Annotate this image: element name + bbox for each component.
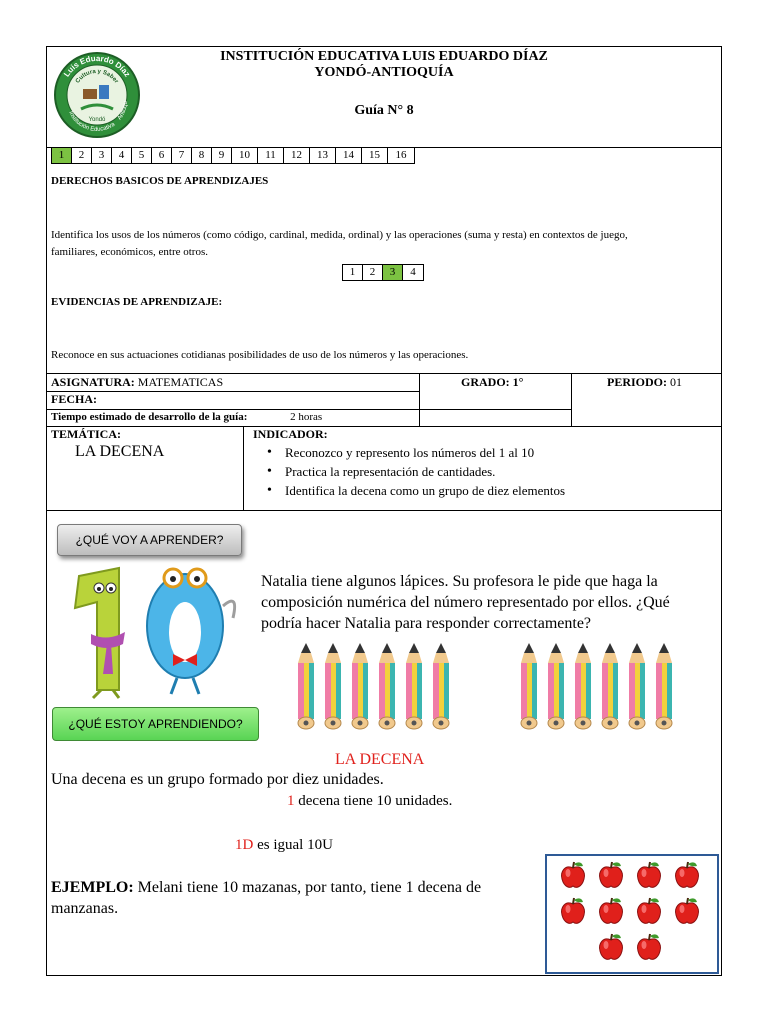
apple-icon: [562, 862, 585, 887]
apple-icon: [676, 862, 699, 887]
strip-cell: 8: [192, 148, 212, 163]
strip-cell: 2: [363, 265, 383, 280]
ejemplo-line: manzanas.: [51, 900, 119, 917]
story-line: composición numérica del número representado por ellos. ¿Qué: [261, 594, 670, 611]
indicador-item: • Reconozco y represento los números del 1 al 10: [257, 443, 717, 462]
decena-units-line: [287, 793, 452, 810]
institution-name: INSTITUCIÓN EDUCATIVA LUIS EDUARDO DÍAZ: [220, 49, 548, 64]
pencil: [325, 643, 341, 729]
pencil: [656, 643, 672, 729]
ejemplo-text: [51, 877, 541, 919]
strip-cell: 5: [132, 148, 152, 163]
decena-equation-red: 1D: [235, 837, 254, 853]
strip-cell: 16: [395, 149, 407, 161]
grado-value: 1°: [512, 375, 524, 389]
guide-page: [46, 46, 722, 976]
indicador-label: INDICADOR:: [253, 427, 328, 441]
tematica-label: TEMÁTICA:: [51, 427, 122, 441]
strip-cell: 12: [284, 148, 310, 163]
grado-label: GRADO:: [461, 375, 510, 389]
strip-cell: 1: [52, 148, 72, 163]
strip-cell: 15: [362, 148, 388, 163]
pencil: [629, 643, 645, 729]
indicador-item: • Identifica la decena como un grupo de diez elementos: [257, 481, 717, 500]
svg-text:Cultura y Saber: Cultura y Saber: [75, 68, 120, 85]
guide-number: Guía N° 8: [354, 103, 414, 118]
tiempo-value: 2 horas: [290, 411, 323, 423]
strip-cell: 2: [72, 148, 92, 163]
strip-cell: 3: [92, 148, 112, 163]
periodo: [607, 375, 682, 390]
dba-number-strip: [342, 264, 424, 281]
grado: [461, 375, 523, 390]
pencil: [298, 643, 314, 729]
decena-definition: Una decena es un grupo formado por diez unidades.: [51, 771, 384, 788]
guide-number-strip: [51, 147, 415, 164]
indicador-list: [257, 443, 717, 500]
indicador-item: • Practica la representación de cantidades.: [257, 462, 717, 481]
periodo-label: PERIODO:: [607, 375, 667, 389]
pencil: [406, 643, 422, 729]
story-text: [261, 571, 721, 634]
strip-cell: 1: [343, 265, 363, 280]
apple-icon: [600, 898, 623, 923]
tiempo-label: Tiempo estimado de desarrollo de la guía:: [51, 411, 248, 423]
apples-box: [545, 854, 719, 974]
decena-equation-text: es igual 10U: [253, 837, 333, 853]
location: YONDÓ-ANTIOQUÍA: [314, 65, 454, 80]
apple-icon: [638, 898, 661, 923]
dba-text: [51, 227, 719, 261]
pencils-illustration: [287, 643, 687, 735]
dba-title: DERECHOS BASICOS DE APRENDIZAJES: [51, 175, 269, 187]
decena-title: LA DECENA: [335, 751, 425, 768]
que-voy-a-aprender-button[interactable]: ¿QUÉ VOY A APRENDER?: [57, 524, 242, 556]
asignatura-label: ASIGNATURA:: [51, 375, 135, 389]
fecha-label: FECHA:: [51, 392, 97, 406]
strip-cell: 14: [336, 148, 362, 163]
svg-text:Antioquia: Antioqu: [116, 101, 130, 122]
pencil: [352, 643, 368, 729]
decena-equation: [235, 837, 333, 854]
dba-text-line: familiares, económicos, entre otros.: [51, 246, 209, 258]
tiempo: [51, 411, 322, 423]
svg-text:Institución Educativa: Institución Educativa: [67, 110, 117, 134]
pencil: [575, 643, 591, 729]
evidencias-title: EVIDENCIAS DE APRENDIZAJE:: [51, 296, 223, 308]
strip-cell: 9: [212, 148, 232, 163]
strip-cell: 10: [232, 148, 258, 163]
ejemplo-label: EJEMPLO:: [51, 879, 134, 896]
pencil: [602, 643, 618, 729]
strip-cell: 13: [310, 148, 336, 163]
dba-text-line: Identifica los usos de los números (como código, cardinal, medida, ordinal) y las operaciones (suma y resta) en contextos de juego,: [51, 229, 628, 241]
pencil: [521, 643, 537, 729]
asignatura-value: MATEMATICAS: [137, 375, 224, 389]
apple-icon: [638, 862, 661, 887]
ejemplo-line: Melani tiene 10 mazanas, por tanto, tiene 1 decena de: [133, 879, 482, 896]
strip-cell: 11: [258, 148, 284, 163]
asignatura: [51, 375, 223, 390]
pencil: [548, 643, 564, 729]
apple-icon: [600, 862, 623, 887]
tematica-value: LA DECENA: [75, 443, 165, 460]
que-estoy-aprendiendo-button[interactable]: ¿QUÉ ESTOY APRENDIENDO?: [52, 707, 259, 741]
number-ten-illustration: [57, 562, 253, 702]
strip-cell: 4: [410, 266, 416, 278]
pencil: [433, 643, 449, 729]
strip-cell: 4: [112, 148, 132, 163]
evidencias-text: Reconoce en sus actuaciones cotidianas posibilidades de uso de los números y las operaciones.: [51, 349, 469, 361]
strip-cell: 6: [152, 148, 172, 163]
story-line: Natalia tiene algunos lápices. Su profesora le pide que haga la: [261, 573, 658, 590]
apple-icon: [676, 898, 699, 923]
svg-text:Yondó: Yondó: [88, 117, 106, 123]
strip-cell: 7: [172, 148, 192, 163]
school-logo: [53, 51, 141, 139]
decena-units-text: decena tiene 10 unidades.: [294, 793, 453, 809]
story-line: podría hacer Natalia para responder correctamente?: [261, 615, 592, 632]
periodo-value: 01: [670, 375, 682, 389]
strip-cell: 3: [383, 265, 403, 280]
apple-icon: [600, 934, 623, 959]
svg-text:Luis Eduardo Díaz: Luis Eduardo Díaz: [62, 53, 132, 79]
decena-units-number: 1: [287, 793, 295, 809]
apple-icon: [562, 898, 585, 923]
apple-icon: [638, 934, 661, 959]
pencil: [379, 643, 395, 729]
